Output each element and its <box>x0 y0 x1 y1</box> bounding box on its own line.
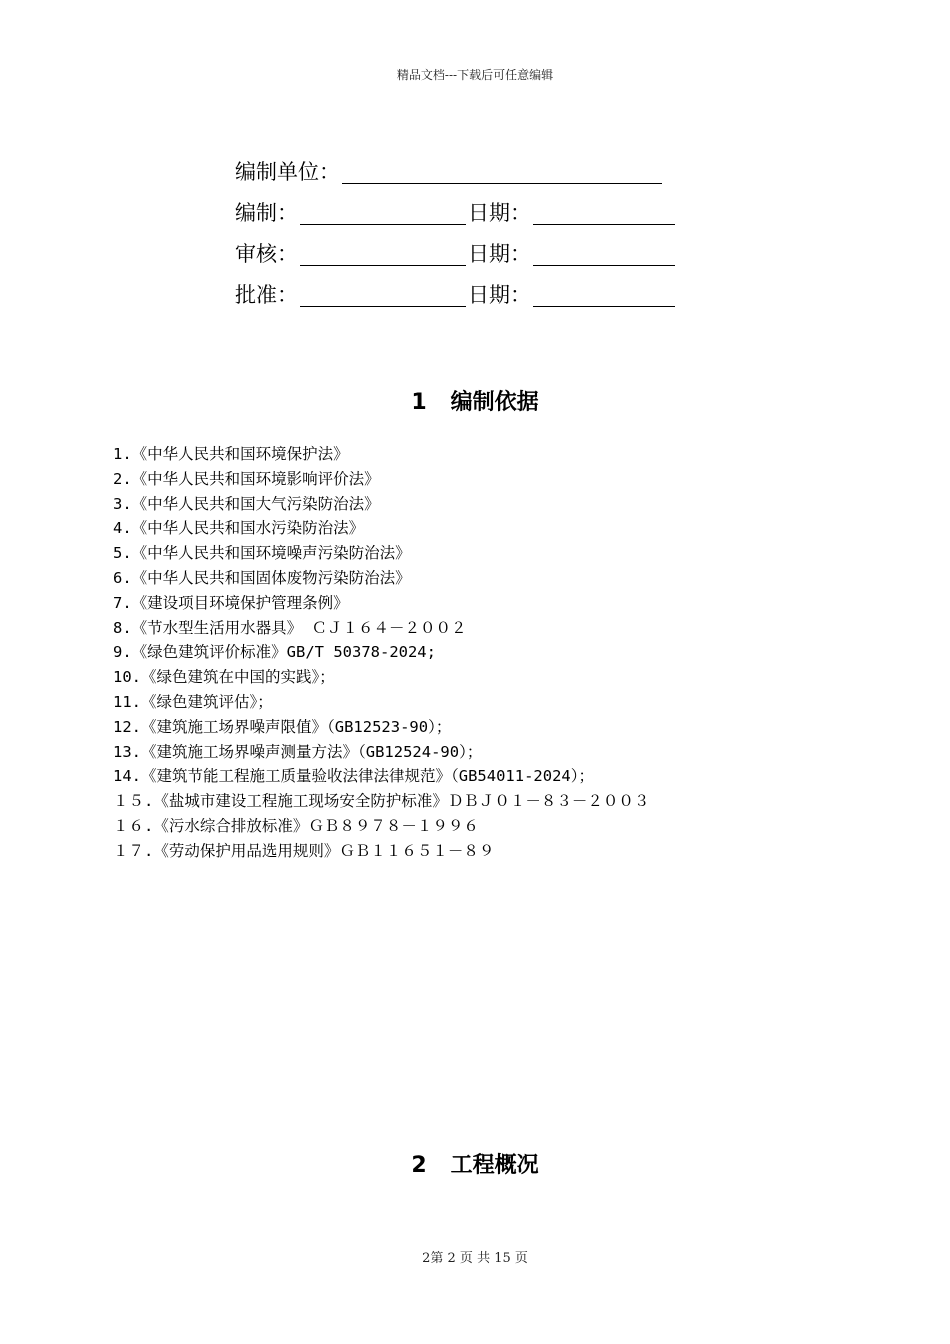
reference-item: 13.《建筑施工场界噪声测量方法》（GB12524-90）； <box>113 742 483 761</box>
compile-date-label: 日期： <box>468 201 531 225</box>
compile-blank-line <box>300 202 466 225</box>
approve-blank-line <box>300 284 466 307</box>
reference-item: 4.《中华人民共和国水污染防治法》 <box>113 519 365 538</box>
reference-item: 7.《建设项目环境保护管理条例》 <box>113 593 349 612</box>
form-row-review <box>235 227 677 268</box>
unit-label: 编制单位： <box>235 160 340 184</box>
reference-item: １６.《污水综合排放标准》ＧＢ８９７８－１９９６ <box>113 816 479 835</box>
reference-item: １５.《盐城市建设工程施工现场安全防护标准》ＤＢＪ０１－８３－２００３ <box>113 792 650 811</box>
reference-item: 12.《建筑施工场界噪声限值》（GB12523-90）； <box>113 717 452 736</box>
review-blank-line <box>300 243 466 266</box>
approval-form <box>235 145 677 309</box>
review-label: 审核： <box>235 242 298 266</box>
compile-label: 编制： <box>235 201 298 225</box>
reference-item: 6.《中华人民共和国固体废物污染防治法》 <box>113 568 411 587</box>
reference-item: 5.《中华人民共和国环境噪声污染防治法》 <box>113 544 411 563</box>
page-header: 精品文档---下载后可任意编辑 <box>396 68 554 82</box>
approve-label: 批准： <box>235 283 298 307</box>
form-row-unit <box>235 145 677 186</box>
section-1-title: 编制依据 <box>450 390 539 415</box>
section-2-title: 工程概况 <box>450 1153 539 1178</box>
reference-item: 9.《绿色建筑评价标准》GB/T 50378-2024; <box>113 643 436 662</box>
reference-item: 8.《节水型生活用水器具》 ＣＪ１６４－２００２ <box>113 618 467 637</box>
reference-item: 10.《绿色建筑在中国的实践》； <box>113 668 335 687</box>
form-row-approve <box>235 268 677 309</box>
reference-item: １７.《劳动保护用品选用规则》ＧＢ１１６５１－８９ <box>113 841 495 860</box>
section-1-heading <box>0 385 950 416</box>
reference-list <box>113 442 649 864</box>
form-row-compile <box>235 186 677 227</box>
section-2-heading <box>0 1148 950 1179</box>
compile-date-blank-line <box>533 202 675 225</box>
section-1-number: 1 <box>411 390 427 415</box>
reference-item: 1.《中华人民共和国环境保护法》 <box>113 445 349 463</box>
approve-date-label: 日期： <box>468 283 531 307</box>
page-footer: 2第 2 页 共 15 页 <box>422 1251 528 1266</box>
unit-blank-line <box>342 161 662 184</box>
review-date-label: 日期： <box>468 242 531 266</box>
review-date-blank-line <box>533 243 675 266</box>
section-2-number: 2 <box>411 1153 427 1178</box>
reference-item: 3.《中华人民共和国大气污染防治法》 <box>113 494 380 513</box>
reference-item: 2.《中华人民共和国环境影响评价法》 <box>113 469 380 488</box>
reference-item: 11.《绿色建筑评估》； <box>113 692 273 711</box>
approve-date-blank-line <box>533 284 675 307</box>
reference-item: 14.《建筑节能工程施工质量验收法律法律规范》（GB54011-2024）； <box>113 767 594 786</box>
